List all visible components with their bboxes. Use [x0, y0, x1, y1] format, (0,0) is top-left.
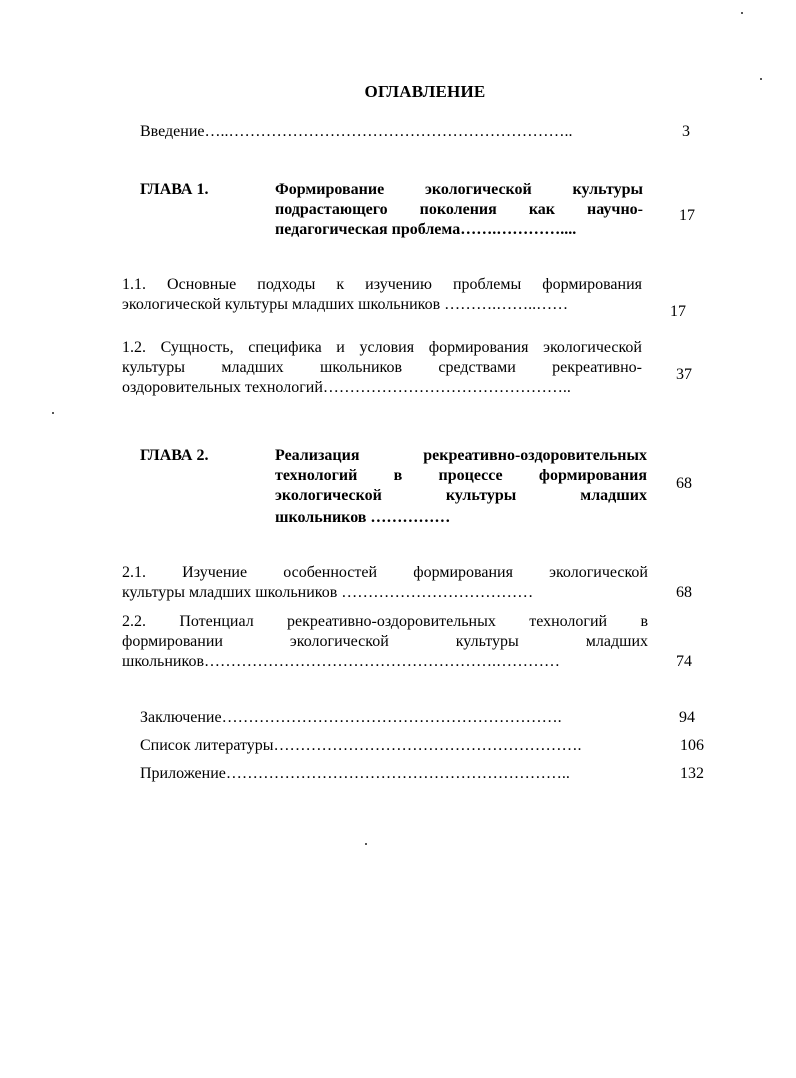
- toc-entry-appendix[interactable]: [140, 764, 645, 784]
- chapter-2-title-line-2[interactable]: технологий в процессе формирования: [275, 467, 647, 484]
- toc-entry-intro[interactable]: [140, 122, 640, 142]
- page-number: 94: [679, 709, 695, 726]
- page-number: 68: [676, 475, 692, 492]
- scan-speck: [52, 412, 54, 414]
- section-2-1-line-2[interactable]: культуры младших школьников ………………………………: [122, 584, 534, 601]
- entry-label: Приложение: [140, 765, 226, 782]
- leader-dots: …..………………………………………………………..: [204, 123, 573, 140]
- section-1-1-line-1[interactable]: 1.1. Основные подходы к изучению проблемы формирования: [122, 276, 642, 293]
- section-2-2-line-1[interactable]: 2.2. Потенциал рекреативно-оздоровительных технологий в: [122, 613, 648, 630]
- scan-speck: [365, 843, 367, 845]
- chapter-1-label: ГЛАВА 1.: [140, 181, 209, 198]
- chapter-1-title-line-2[interactable]: подрастающего поколения как научно-: [275, 201, 643, 218]
- chapter-1-title-line-3[interactable]: педагогическая проблема…….…………....: [275, 221, 577, 238]
- section-2-2-line-3[interactable]: школьников……………………………………………….…………: [122, 653, 560, 670]
- chapter-1-title-line-1[interactable]: Формирование экологической культуры: [275, 181, 643, 198]
- entry-label: Заключение: [140, 709, 222, 726]
- section-2-2-line-2[interactable]: формировании экологической культуры младших: [122, 633, 648, 650]
- page-number: 17: [679, 207, 695, 224]
- toc-heading: ОГЛАВЛЕНИЕ: [364, 82, 486, 101]
- chapter-2-label: ГЛАВА 2.: [140, 447, 209, 464]
- page-number: 132: [680, 765, 704, 782]
- scan-speck: [760, 78, 762, 80]
- chapter-2-title-line-4[interactable]: школьников ……………: [275, 509, 451, 526]
- page-number: 37: [676, 366, 692, 383]
- toc-entry-conclusion[interactable]: [140, 708, 645, 728]
- section-1-1-line-2[interactable]: экологической культуры младших школьников ……….……..……: [122, 296, 569, 313]
- page-number: 74: [676, 653, 692, 670]
- entry-label: Список литературы: [140, 737, 274, 754]
- scan-speck: [741, 12, 743, 14]
- toc-entry-references[interactable]: [140, 736, 645, 756]
- entry-label: Введение: [140, 123, 205, 140]
- page-number: 17: [670, 303, 686, 320]
- page-number: 68: [676, 584, 692, 601]
- page-number: 106: [680, 737, 704, 754]
- page-number: 3: [682, 123, 690, 140]
- section-2-1-line-1[interactable]: 2.1. Изучение особенностей формирования экологической: [122, 564, 648, 581]
- chapter-2-title-line-1[interactable]: Реализация рекреативно-оздоровительных: [275, 447, 647, 464]
- leader-dots: ………………………………………………….: [273, 737, 582, 754]
- section-1-2-line-1[interactable]: 1.2. Сущность, специфика и условия формирования экологической: [122, 339, 642, 356]
- chapter-2-title-line-3[interactable]: экологической культуры младших: [275, 487, 647, 504]
- leader-dots: ……………………………………………………….: [221, 709, 562, 726]
- leader-dots: ………………………………………………………..: [225, 765, 570, 782]
- section-1-2-line-2[interactable]: культуры младших школьников средствами рекреативно-: [122, 359, 642, 376]
- section-1-2-line-3[interactable]: оздоровительных технологий………………………………………..: [122, 379, 571, 396]
